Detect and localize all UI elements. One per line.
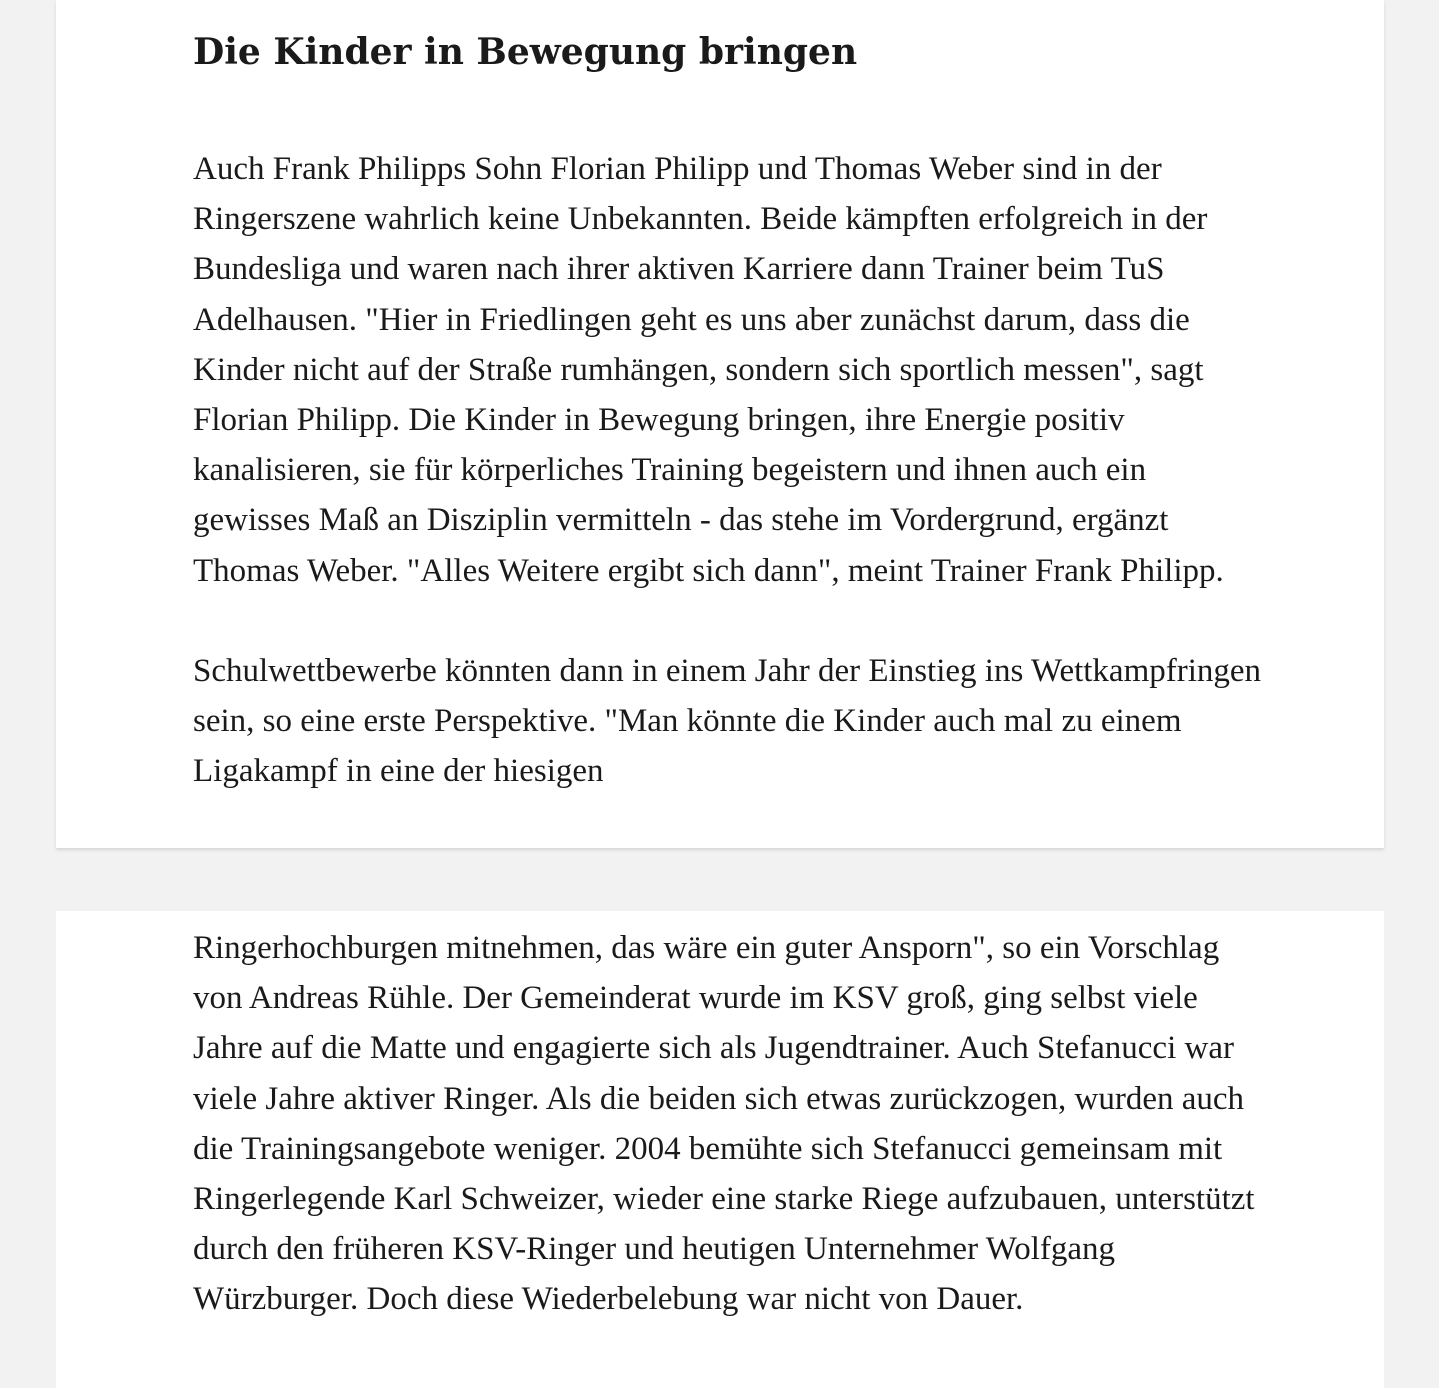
article-content-bottom: [193, 923, 1263, 1325]
article-paragraph: Schulwettbewerbe könnten dann in einem Jahr der Einstieg ins Wettkampfringen sein, so eine erste Perspektive. "Man könnte die Kinder auch mal zu einem Ligakampf in eine der hiesigen: [193, 652, 1262, 790]
article-paragraph: Auch Frank Philipps Sohn Florian Philipp und Thomas Weber sind in der Ringerszene wahrlich keine Unbekannten. Beide kämpften erfolgreich in der Bundesliga und waren nach ihrer aktiven Karriere dann Trainer beim TuS Adelhausen. "Hier in Friedlingen geht es uns aber zunächst darum, dass die Kinder nicht auf der Straße rumhängen, sondern sich sportlich messen", sagt Florian Philipp. Die Kinder in Bewegung bringen, ihre Energie positiv kanalisieren, sie für körperliches Training begeistern und ihnen auch ein gewisses Maß an Disziplin vermitteln - das stehe im Vordergrund, ergänzt Thomas Weber. "Alles Weitere ergibt sich dann", meint Trainer Frank Philipp.: [193, 151, 1224, 589]
section-heading: Die Kinder in Bewegung bringen: [193, 31, 858, 73]
article-card-top: [56, 0, 1384, 848]
article-content-top: [193, 28, 1263, 796]
article-paragraph-continued: Ringerhochburgen mitnehmen, das wäre ein guter Ansporn", so ein Vorschlag von Andreas Rühle. Der Gemeinderat wurde im KSV groß, ging selbst viele Jahre auf die Matte und engagierte sich als Jugendtrainer. Auch Stefanucci war viele Jahre aktiver Ringer. Als die beiden sich etwas zurückzogen, wurden auch die Trainingsangebote weniger. 2004 bemühte sich Stefanucci gemeinsam mit Ringerlegende Karl Schweizer, wieder eine starke Riege aufzubauen, unterstützt durch den früheren KSV-Ringer und heutigen Unternehmer Wolfgang Würzburger. Doch diese Wiederbelebung war nicht von Dauer.: [193, 930, 1255, 1318]
article-card-bottom: [56, 911, 1384, 1388]
